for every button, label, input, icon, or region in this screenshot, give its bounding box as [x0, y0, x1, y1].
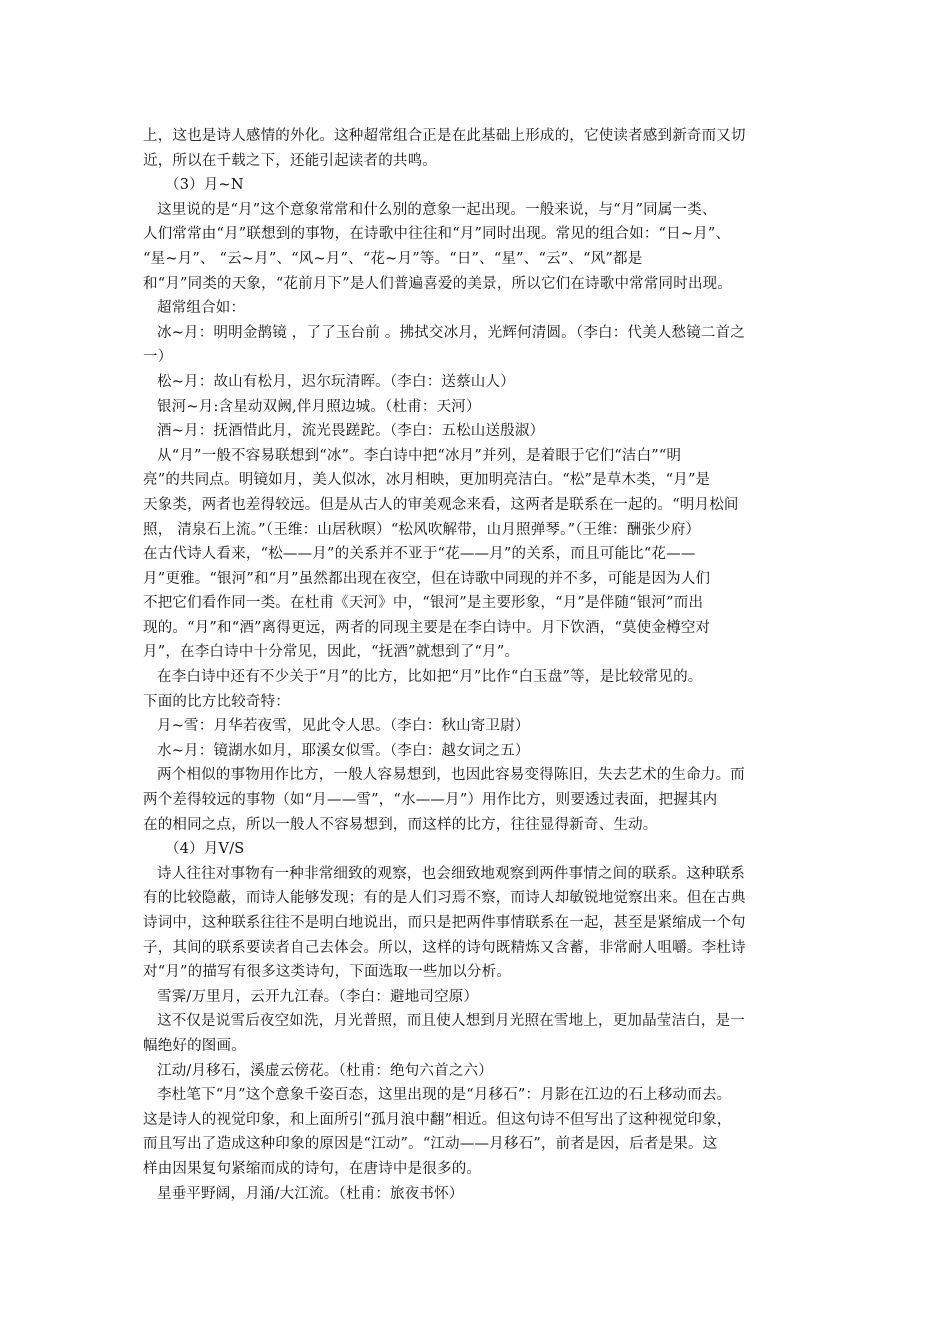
text-line: 月~雪：月华若夜雪，见此令人思。（李白：秋山寄卫尉） [157, 718, 530, 735]
text-line: 这是诗人的视觉印象，和上面所引“孤月浪中翻”相近。但这句诗不但写出了这种视觉印象， [143, 1111, 732, 1128]
text-line: 星垂平野阔，月涌/大江流。（杜甫：旅夜书怀） [157, 1185, 464, 1202]
text-line: 有的比较隐蔽，而诗人能够发现；有的是人们习焉不察，而诗人却敏锐地觉察出来。但在古典 [143, 890, 746, 907]
text-line: 江动/月移石，溪虚云傍花。（杜甫：绝句六首之六） [157, 1062, 493, 1079]
text-line: 和“月”同类的天象，“花前月下”是人们普遍喜爱的美景，所以它们在诗歌中常常同时出现。 [143, 275, 733, 292]
text-line: 近，所以在千载之下，还能引起读者的共鸣。 [143, 152, 437, 169]
text-line: 上，这也是诗人感情的外化。这种超常组合正是在此基础上形成的，它使读者感到新奇而又切 [143, 128, 746, 144]
text-line: 照， 清泉石上流。”（王维：山居秋暝）“松风吹解带，山月照弹琴。”（王维：酬张少府） [143, 521, 701, 538]
text-line: 诗词中，这种联系往往不是明白地说出，而只是把两件事情联系在一起，甚至是紧缩成一个句 [143, 915, 746, 931]
text-line: 李杜笔下“月”这个意象千姿百态，这里出现的是“月移石”：月影在江边的石上移动而去。 [157, 1087, 732, 1104]
text-line: 两个差得较远的事物（如“月——雪”，“水——月”）用作比方，则要透过表面，把握其内 [143, 792, 718, 809]
text-line: 超常组合如： [157, 300, 246, 317]
text-line: 两个相似的事物用作比方，一般人容易想到，也因此容易变得陈旧，失去艺术的生命力。而 [157, 767, 745, 784]
text-line: 雪霁/万里月，云开九江春。（李白：避地司空原） [157, 988, 479, 1005]
text-line: 在的相同之点，所以一般人不容易想到，而这样的比方，往往显得新奇、生动。 [143, 816, 658, 833]
text-line: 月”更雅。“银河”和“月”虽然都出现在夜空，但在诗歌中同现的并不多，可能是因为人们 [143, 570, 711, 587]
text-line: 一） [143, 349, 173, 366]
text-line: 现的。“月”和“酒”离得更远，两者的同现主要是在李白诗中。月下饮酒，“莫使金樽空对 [143, 619, 711, 636]
text-line: （3）月~N [165, 177, 244, 194]
text-line: 在李白诗中还有不少关于“月”的比方，比如把“月”比作“白玉盘”等，是比较常见的。 [157, 669, 703, 686]
text-line: 亮”的共同点。明镜如月，美人似冰，冰月相映，更加明亮洁白。“松”是草木类，“月”是 [143, 472, 711, 489]
text-line: 这不仅是说雪后夜空如洗，月光普照，而且使人想到月光照在雪地上，更加晶莹洁白，是一 [157, 1013, 745, 1030]
text-line: 而且写出了造成这种印象的原因是“江动”。“江动——月移石”，前者是因，后者是果。这 [143, 1136, 718, 1153]
text-line: 子，其间的联系要读者自己去体会。所以，这样的诗句既精炼又含蓄，非常耐人咀嚼。李杜诗 [143, 939, 746, 956]
text-line: 不把它们看作同一类。在杜甫《天河》中，“银河”是主要形象，“月”是伴随“银河”而出 [143, 595, 704, 612]
text-line: 幅绝好的图画。 [143, 1037, 246, 1054]
text-line: 样由因果复句紧缩而成的诗句，在唐诗中是很多的。 [143, 1160, 482, 1177]
text-line: 在古代诗人看来，“松——月”的关系并不亚于“花——月”的关系，而且可能比“花—— [143, 546, 696, 563]
text-line: 诗人往往对事物有一种非常细致的观察，也会细致地观察到两件事情之间的联系。这种联系 [157, 865, 745, 882]
text-line: 对“月”的描写有很多这类诗句，下面选取一些加以分析。 [143, 964, 512, 981]
text-line: 水~月：镜湖水如月，耶溪女似雪。（李白：越女词之五） [157, 742, 530, 759]
text-line: 人们常常由“月”联想到的事物，在诗歌中往往和“月”同时出现。常见的组合如：“日~月”、 [143, 226, 731, 243]
text-line: 银河~月:含星动双阙,伴月照边城。（杜甫：天河） [157, 398, 481, 415]
text-line: 冰~月：明明金鹊镜 ，了了玉台前 。拂拭交冰月，光辉何清圆。（李白：代美人愁镜二首之 [157, 324, 746, 341]
text-line: 松~月：故山有松月，迟尔玩清晖。（李白：送蔡山人） [157, 373, 515, 390]
text-line: 酒~月：抚酒惜此月，流光畏蹉跎。（李白：五松山送殷淑） [157, 423, 545, 440]
text-line: “星~月”、 “云~月”、“风~月”、“花~月”等。“日”、“星”、“云”、“风”都是 [143, 250, 643, 267]
text-line: 从“月”一般不容易联想到“冰”。李白诗中把“冰月”并列，是着眼于它们“洁白”“明 [157, 447, 682, 464]
text-line: 下面的比方比较奇特： [143, 693, 290, 710]
text-line: 天象类，两者也差得较远。但是从古人的审美观念来看，这两者是联系在一起的。“明月松间 [143, 496, 739, 513]
text-line: （4）月V/S [165, 841, 245, 858]
document-page [143, 124, 813, 1206]
text-line: 这里说的是“月”这个意象常常和什么别的意象一起出现。一般来说，与“月”同属一类、 [157, 201, 717, 218]
text-line: 月”，在李白诗中十分常见，因此，“抚酒”就想到了“月”。 [143, 644, 520, 661]
